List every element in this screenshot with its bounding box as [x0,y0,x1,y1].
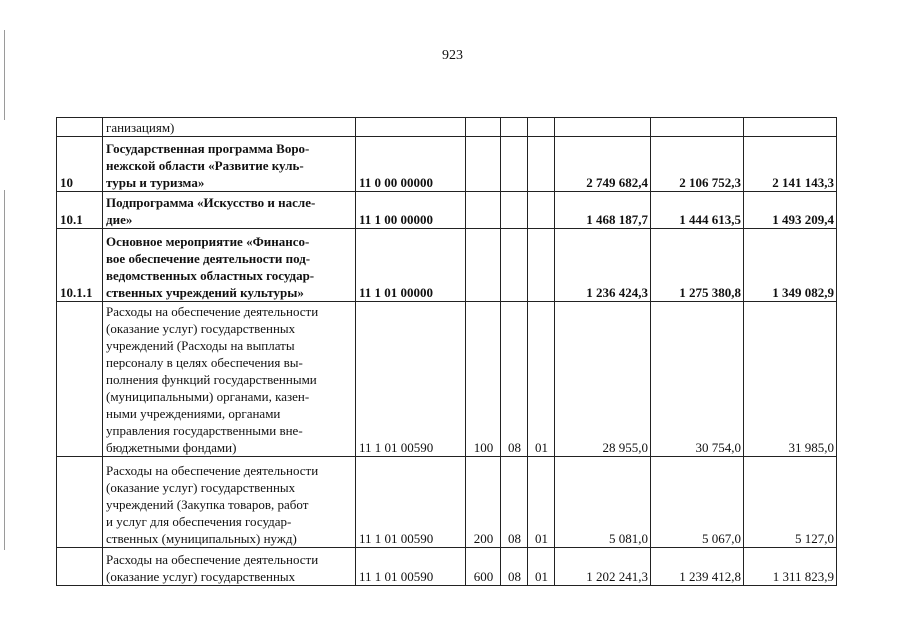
section-code [501,118,528,137]
target-article-code: 11 1 00 00000 [356,192,466,229]
margin-rule [4,30,5,120]
amount-year-3: 2 141 143,3 [744,137,837,192]
expense-type-code: 600 [466,548,501,586]
expense-type-code [466,229,501,302]
subsection-code [528,137,555,192]
row-name: Расходы на обеспечение деятельности (оказание услуг) государственных учреждений (Расходы на выплаты персоналу в целях обеспечения вы- полнения функций государственными (муниципальными) органами, казен- ными учреждениями, органами управления государственными вне- бюджетными фондами) [103,302,356,457]
row-name: Подпрограмма «Искусство и насле- дие» [103,192,356,229]
row-number [57,118,103,137]
target-article-code: 11 1 01 00590 [356,548,466,586]
amount-year-2: 2 106 752,3 [651,137,744,192]
row-name: Государственная программа Воро- нежской области «Развитие куль- туры и туризма» [103,137,356,192]
expense-type-code [466,192,501,229]
expense-type-code [466,137,501,192]
row-number [57,302,103,457]
section-code [501,229,528,302]
margin-rule [4,190,5,550]
amount-year-1: 1 468 187,7 [555,192,651,229]
amount-year-2 [651,118,744,137]
subsection-code: 01 [528,302,555,457]
target-article-code: 11 1 01 00590 [356,457,466,548]
table-row [57,192,837,229]
amount-year-1: 1 202 241,3 [555,548,651,586]
row-number [57,548,103,586]
amount-year-1: 5 081,0 [555,457,651,548]
amount-year-2: 1 275 380,8 [651,229,744,302]
row-number: 10.1.1 [57,229,103,302]
section-code: 08 [501,457,528,548]
subsection-code: 01 [528,457,555,548]
amount-year-2: 1 239 412,8 [651,548,744,586]
row-number [57,457,103,548]
expense-type-code: 200 [466,457,501,548]
row-name: Расходы на обеспечение деятельности (оказание услуг) государственных учреждений (Закупка товаров, работ и услуг для обеспечения государ- ственных (муниципальных) нужд) [103,457,356,548]
amount-year-2: 30 754,0 [651,302,744,457]
table-row [57,137,837,192]
expense-type-code: 100 [466,302,501,457]
amount-year-3: 1 493 209,4 [744,192,837,229]
amount-year-1 [555,118,651,137]
table-row [57,457,837,548]
page-number: 923 [442,48,463,63]
amount-year-1: 1 236 424,3 [555,229,651,302]
target-article-code [356,118,466,137]
amount-year-3: 1 349 082,9 [744,229,837,302]
row-name: Основное мероприятие «Финансо- вое обеспечение деятельности под- ведомственных областных государ- ственных учреждений культуры» [103,229,356,302]
amount-year-3: 5 127,0 [744,457,837,548]
row-name: Расходы на обеспечение деятельности (оказание услуг) государственных [103,548,356,586]
table-row [57,548,837,586]
amount-year-3: 31 985,0 [744,302,837,457]
row-number: 10.1 [57,192,103,229]
table-body [57,118,837,586]
section-code [501,137,528,192]
amount-year-3 [744,118,837,137]
section-code [501,192,528,229]
subsection-code: 01 [528,548,555,586]
row-number: 10 [57,137,103,192]
amount-year-1: 28 955,0 [555,302,651,457]
section-code: 08 [501,302,528,457]
table-row [57,118,837,137]
row-name: ганизациям) [103,118,356,137]
amount-year-2: 1 444 613,5 [651,192,744,229]
subsection-code [528,192,555,229]
amount-year-2: 5 067,0 [651,457,744,548]
subsection-code [528,118,555,137]
table-row [57,229,837,302]
target-article-code: 11 0 00 00000 [356,137,466,192]
budget-table [56,117,837,586]
subsection-code [528,229,555,302]
table-row [57,302,837,457]
target-article-code: 11 1 01 00590 [356,302,466,457]
section-code: 08 [501,548,528,586]
target-article-code: 11 1 01 00000 [356,229,466,302]
expense-type-code [466,118,501,137]
amount-year-1: 2 749 682,4 [555,137,651,192]
amount-year-3: 1 311 823,9 [744,548,837,586]
